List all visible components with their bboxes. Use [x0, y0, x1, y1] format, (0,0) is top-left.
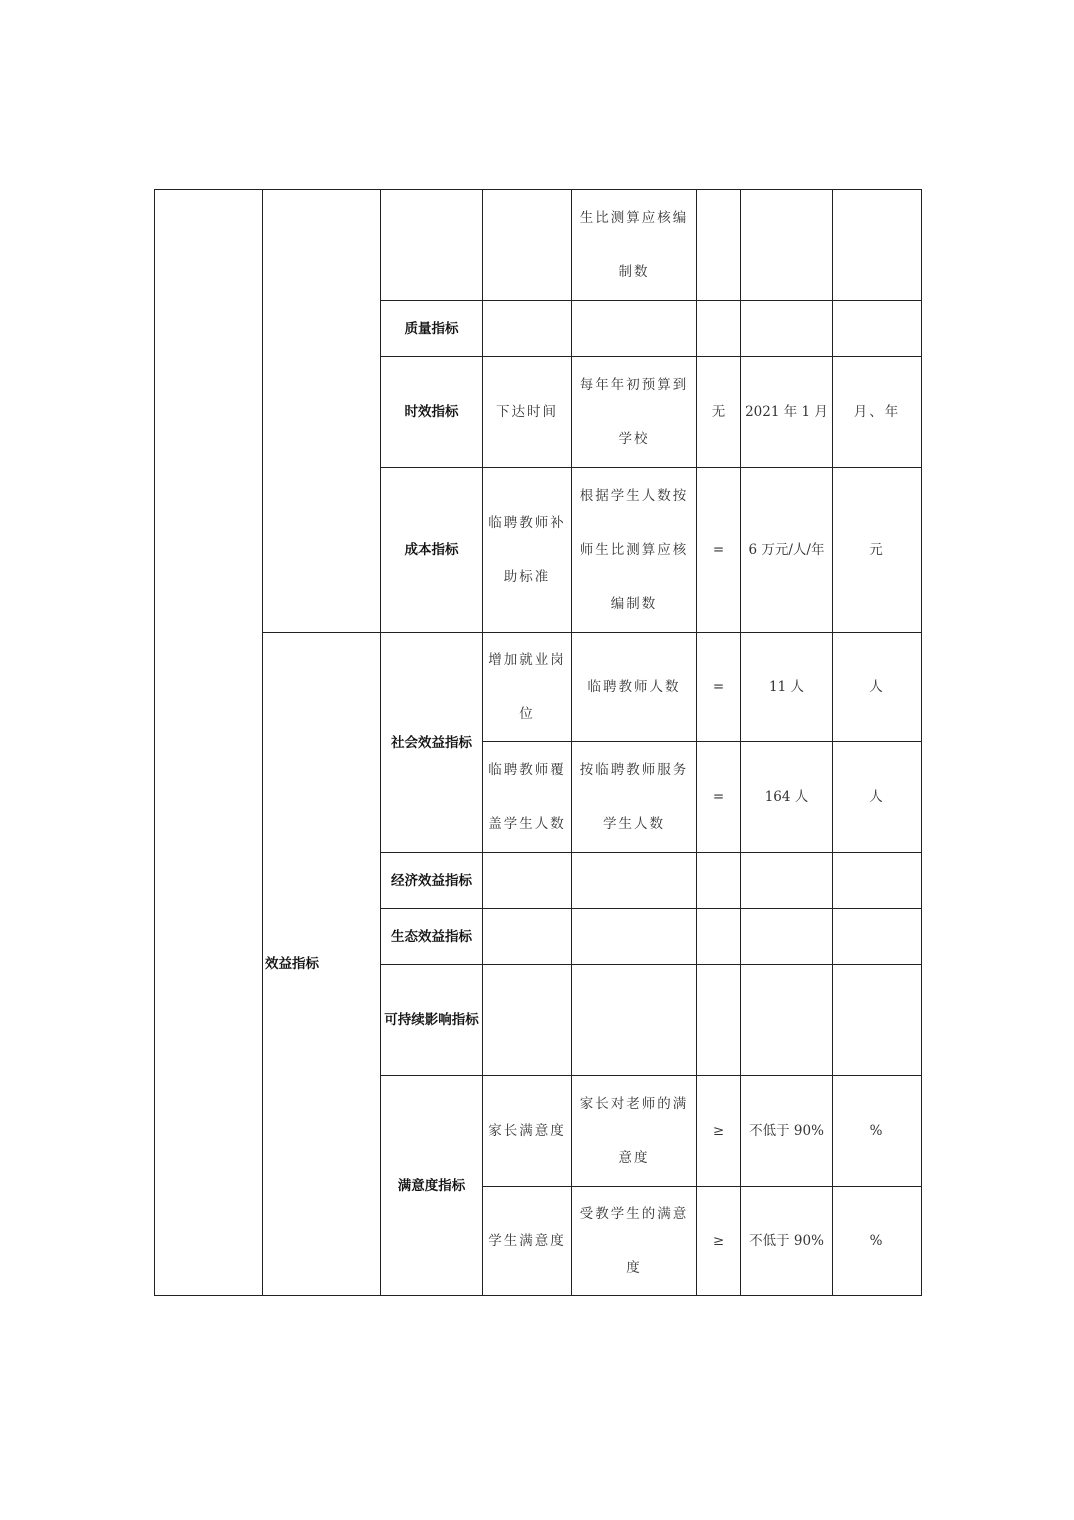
table-row: [155, 633, 922, 742]
social-benefit-indicator-label: 社会效益指标: [381, 633, 483, 853]
indicator-name-cell: 下达时间: [483, 357, 572, 468]
target-value-cell: [741, 301, 833, 357]
target-value-cell: 2021 年 1 月: [741, 357, 833, 468]
target-value-cell: [741, 853, 833, 909]
first-level-indicator-cell: [155, 190, 263, 1296]
indicator-name-cell: [483, 965, 572, 1076]
unit-cell: [833, 909, 922, 965]
indicator-name-cell: 临聘教师补助标准: [483, 468, 572, 633]
indicator-name-cell: [483, 190, 572, 301]
sustainable-impact-indicator-label: 可持续影响指标: [381, 965, 483, 1076]
second-level-cell: [381, 190, 483, 301]
satisfaction-indicator-label: 满意度指标: [381, 1076, 483, 1296]
operator-cell: =: [697, 633, 741, 742]
unit-cell: [833, 301, 922, 357]
target-value-cell: [741, 190, 833, 301]
benefit-indicator-label: 效益指标: [263, 633, 381, 1296]
operator-cell: [697, 965, 741, 1076]
unit-cell: [833, 965, 922, 1076]
indicator-name-cell: 临聘教师覆盖学生人数: [483, 742, 572, 853]
unit-cell: 人: [833, 742, 922, 853]
indicator-name-cell: [483, 909, 572, 965]
indicator-desc-cell: 家长对老师的满意度: [572, 1076, 697, 1187]
operator-cell: [697, 909, 741, 965]
timeliness-indicator-label: 时效指标: [381, 357, 483, 468]
economic-benefit-indicator-label: 经济效益指标: [381, 853, 483, 909]
unit-cell: [833, 853, 922, 909]
unit-cell: 人: [833, 633, 922, 742]
indicator-desc-cell: 临聘教师人数: [572, 633, 697, 742]
target-value-cell: 不低于 90%: [741, 1187, 833, 1296]
indicator-desc-cell: [572, 853, 697, 909]
operator-cell: =: [697, 468, 741, 633]
indicator-name-cell: 家长满意度: [483, 1076, 572, 1187]
indicator-desc-cell: 每年年初预算到学校: [572, 357, 697, 468]
target-value-cell: 11 人: [741, 633, 833, 742]
indicator-desc-cell: [572, 965, 697, 1076]
target-value-cell: [741, 965, 833, 1076]
operator-cell: [697, 301, 741, 357]
unit-cell: 元: [833, 468, 922, 633]
output-indicator-cell: [263, 190, 381, 633]
target-value-cell: 不低于 90%: [741, 1076, 833, 1187]
indicator-desc-cell: 按临聘教师服务学生人数: [572, 742, 697, 853]
target-value-cell: [741, 909, 833, 965]
operator-cell: [697, 853, 741, 909]
operator-cell: 无: [697, 357, 741, 468]
indicator-name-cell: 学生满意度: [483, 1187, 572, 1296]
indicator-desc-cell: 根据学生人数按师生比测算应核编制数: [572, 468, 697, 633]
performance-indicator-table: [154, 189, 922, 1296]
unit-cell: %: [833, 1076, 922, 1187]
operator-cell: ≥: [697, 1187, 741, 1296]
target-value-cell: 6 万元/人/年: [741, 468, 833, 633]
unit-cell: %: [833, 1187, 922, 1296]
indicator-desc-cell: 生比测算应核编制数: [572, 190, 697, 301]
operator-cell: [697, 190, 741, 301]
operator-cell: ≥: [697, 1076, 741, 1187]
indicator-desc-cell: [572, 909, 697, 965]
table-row: [155, 190, 922, 301]
indicator-name-cell: 增加就业岗位: [483, 633, 572, 742]
indicator-desc-cell: [572, 301, 697, 357]
target-value-cell: 164 人: [741, 742, 833, 853]
operator-cell: =: [697, 742, 741, 853]
ecological-benefit-indicator-label: 生态效益指标: [381, 909, 483, 965]
indicator-name-cell: [483, 301, 572, 357]
unit-cell: [833, 190, 922, 301]
cost-indicator-label: 成本指标: [381, 468, 483, 633]
indicator-desc-cell: 受教学生的满意度: [572, 1187, 697, 1296]
indicator-name-cell: [483, 853, 572, 909]
unit-cell: 月、年: [833, 357, 922, 468]
quality-indicator-label: 质量指标: [381, 301, 483, 357]
